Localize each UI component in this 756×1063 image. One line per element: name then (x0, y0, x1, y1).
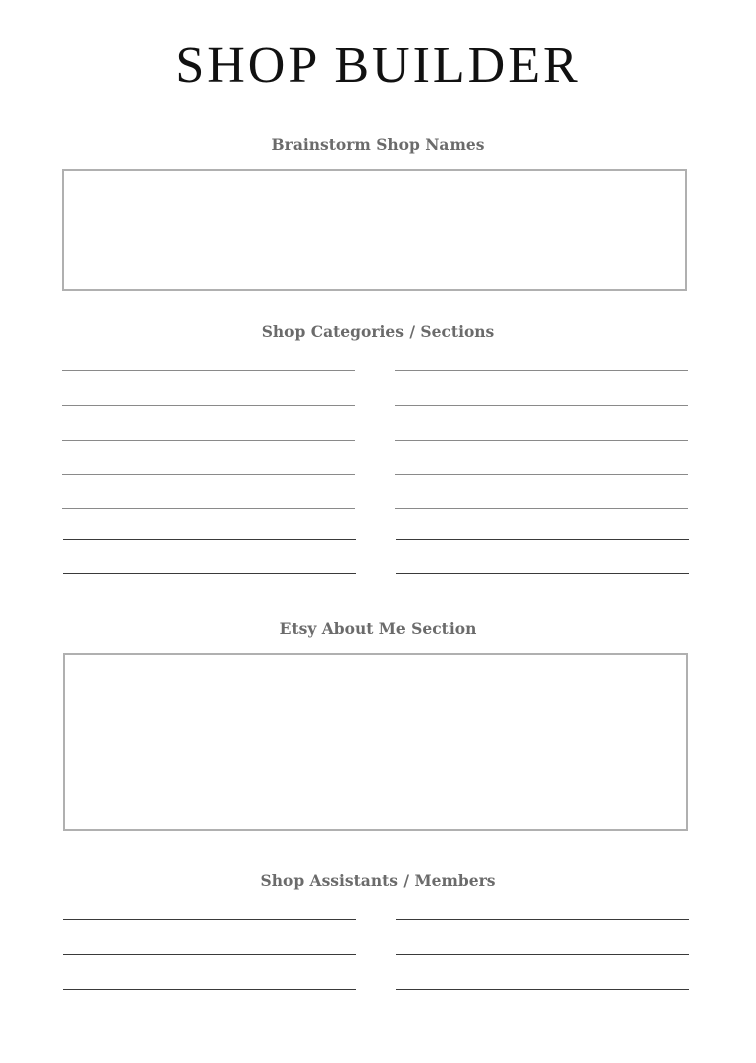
assistants-heading: Shop Assistants / Members (260, 871, 496, 890)
category-line-right-1[interactable] (395, 370, 688, 371)
assistant-line-right-2[interactable] (396, 954, 689, 955)
assistant-line-left-3[interactable] (63, 989, 356, 990)
category-line-right-6[interactable] (396, 539, 689, 540)
shop-names-heading: Brainstorm Shop Names (271, 135, 485, 154)
category-line-left-2[interactable] (62, 405, 355, 406)
about-me-box[interactable] (63, 653, 688, 831)
assistant-line-left-2[interactable] (63, 954, 356, 955)
category-line-left-4[interactable] (62, 474, 355, 475)
categories-heading: Shop Categories / Sections (261, 322, 495, 341)
assistant-line-right-1[interactable] (396, 919, 689, 920)
category-line-left-7[interactable] (63, 573, 356, 574)
assistant-line-right-3[interactable] (396, 989, 689, 990)
category-line-right-5[interactable] (395, 508, 688, 509)
category-line-left-5[interactable] (62, 508, 355, 509)
category-line-right-3[interactable] (395, 440, 688, 441)
page-title: SHOP BUILDER (175, 37, 581, 94)
category-line-left-1[interactable] (62, 370, 355, 371)
category-line-right-2[interactable] (395, 405, 688, 406)
category-line-left-3[interactable] (62, 440, 355, 441)
shop-names-box[interactable] (62, 169, 687, 291)
assistant-line-left-1[interactable] (63, 919, 356, 920)
about-me-heading: Etsy About Me Section (279, 619, 477, 638)
category-line-left-6[interactable] (63, 539, 356, 540)
category-line-right-7[interactable] (396, 573, 689, 574)
category-line-right-4[interactable] (395, 474, 688, 475)
